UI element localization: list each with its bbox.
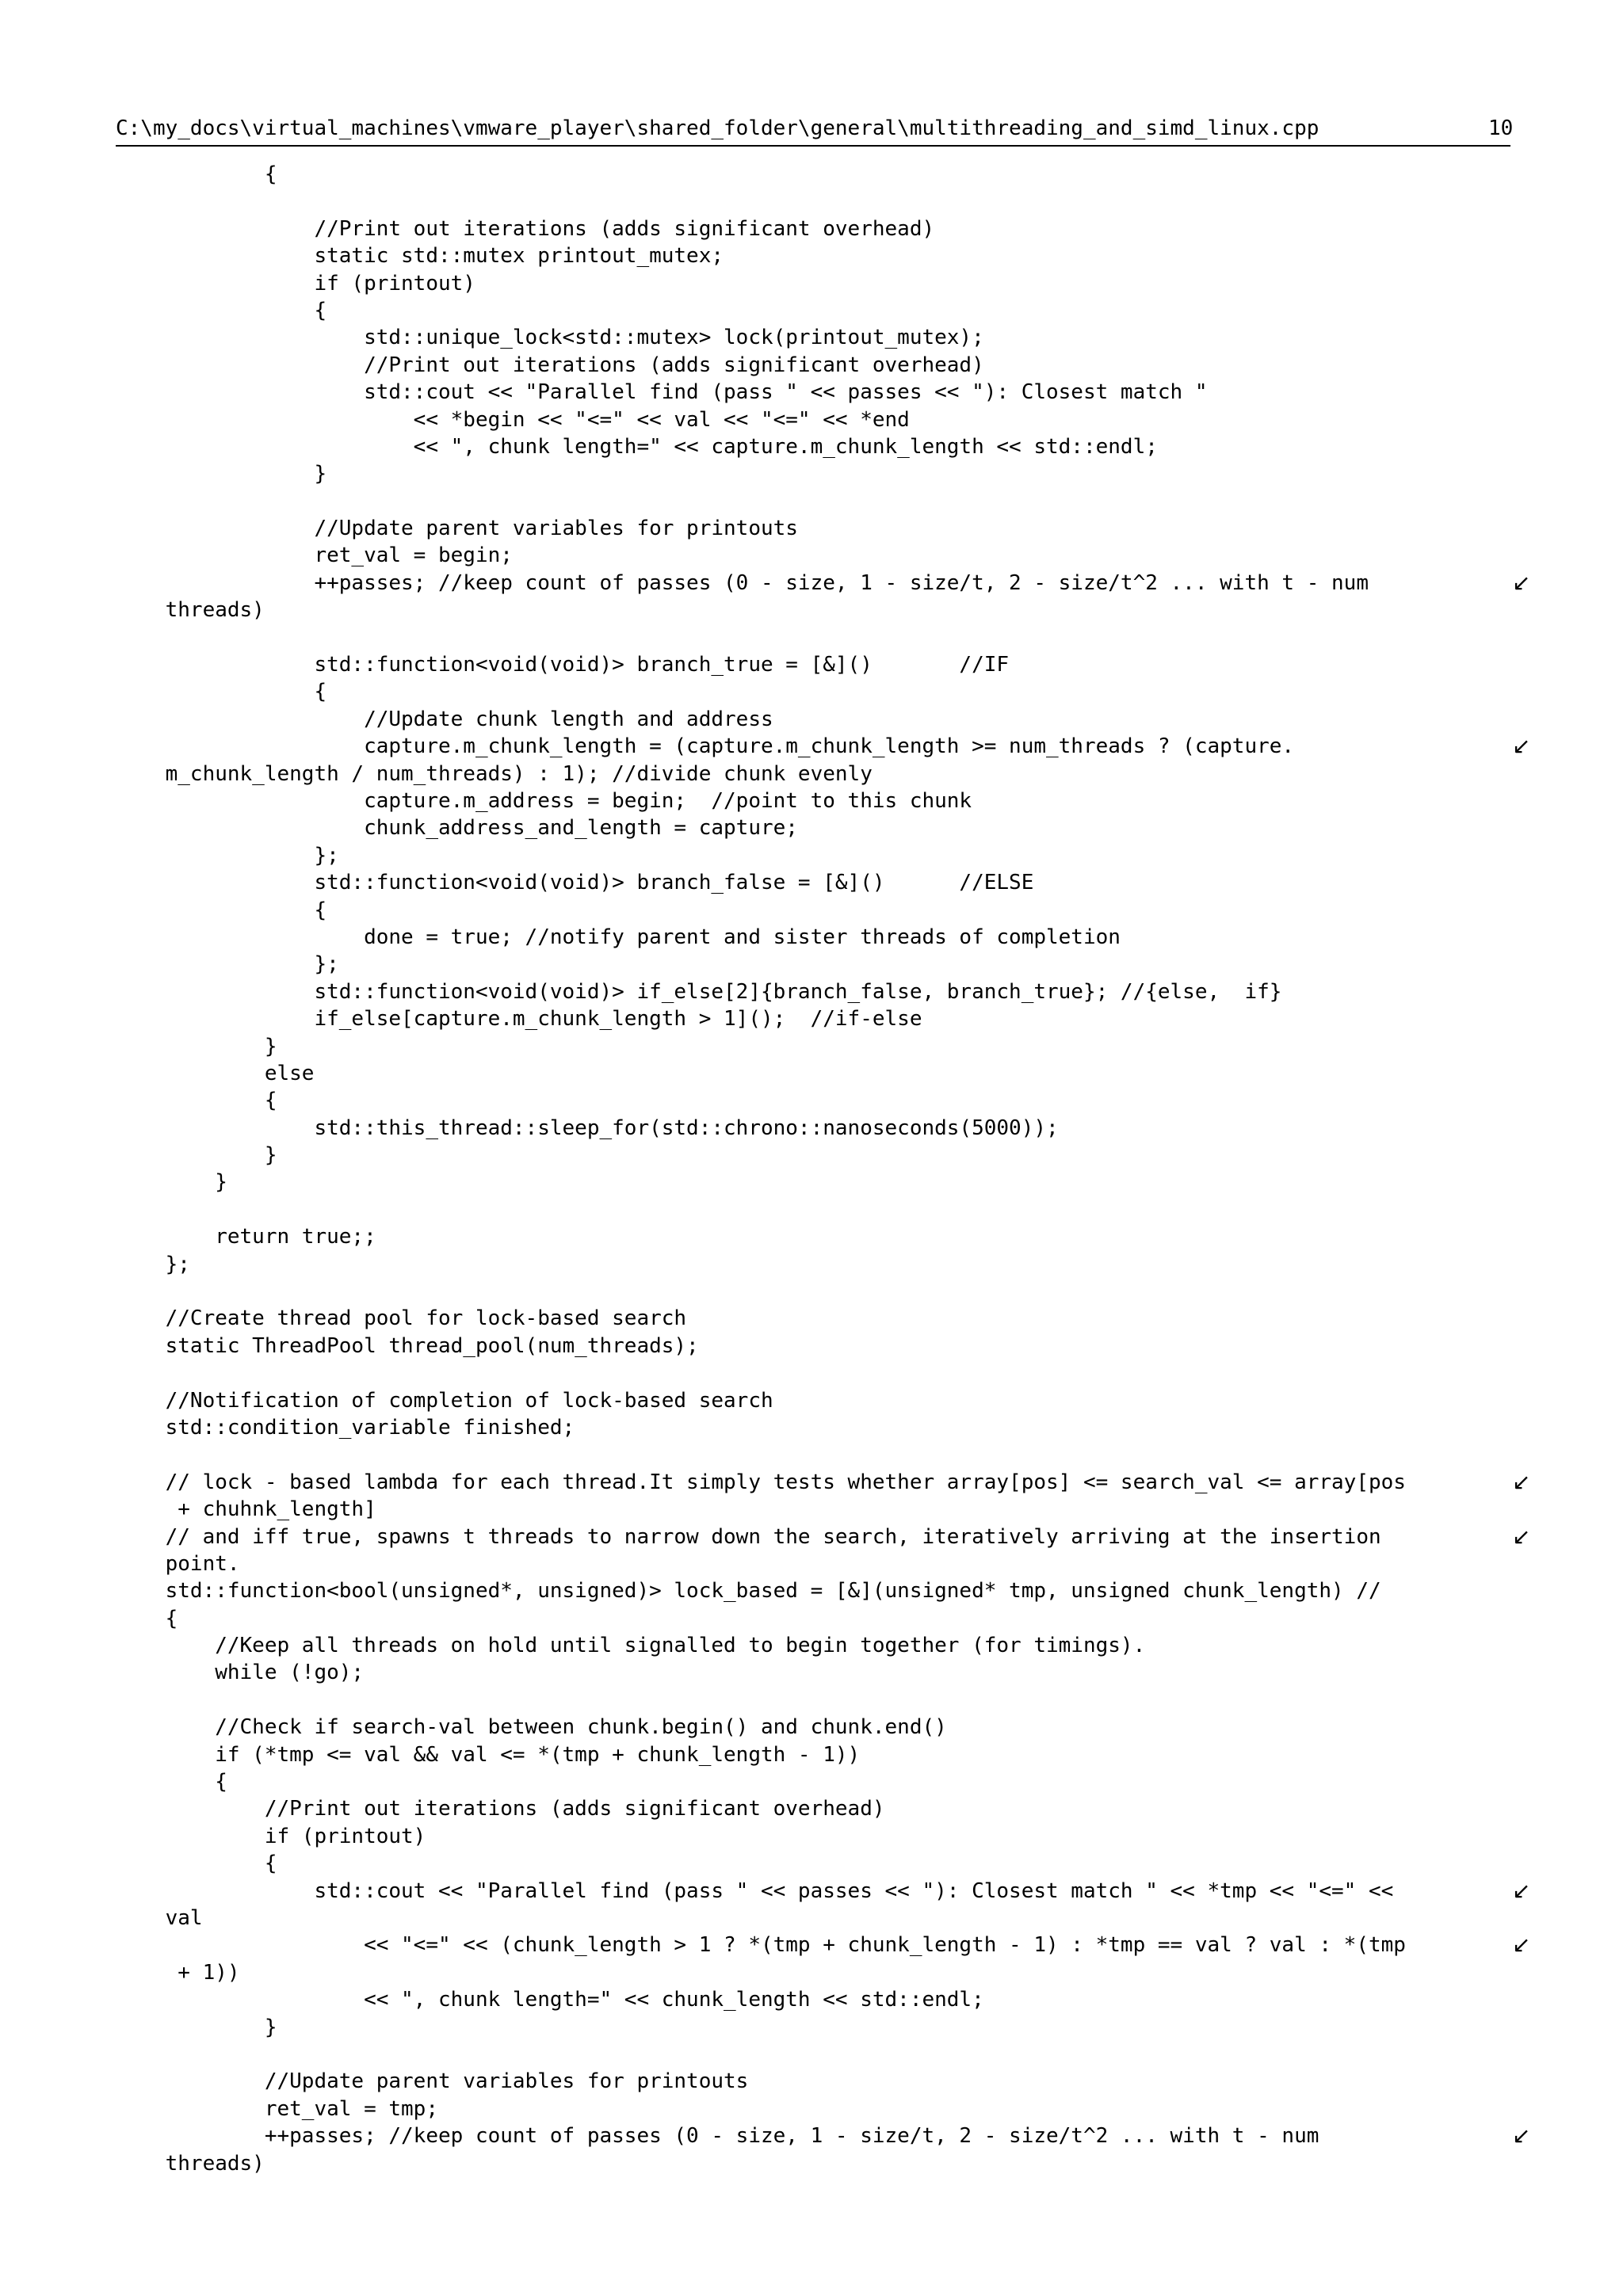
code-line [116, 788, 1510, 814]
code-line-text: << ", chunk length=" << capture.m_chunk_length << std::endl; [116, 434, 1158, 459]
code-line-text: { [116, 1606, 178, 1630]
code-line-text: point. [116, 1551, 240, 1576]
code-line [116, 897, 1510, 924]
code-line-text: } [116, 462, 327, 486]
file-path: C:\my_docs\virtual_machines\vmware_player\shared_folder\general\multithreading_and_simd_linux.cpp [116, 116, 1319, 140]
code-line [116, 324, 1510, 351]
code-line-text: //Print out iterations (adds significant overhead) [116, 216, 935, 241]
code-line [116, 1687, 1510, 1714]
code-line [116, 297, 1510, 324]
code-line-text: //Keep all threads on hold until signalled to begin together (for timings). [116, 1634, 1146, 1658]
code-line [116, 1659, 1510, 1686]
code-line-text: }; [116, 952, 339, 977]
code-line [116, 488, 1510, 515]
code-line [116, 1577, 1510, 1604]
code-line-text: std::cout << "Parallel find (pass " << passes << "): Closest match " [116, 380, 1208, 405]
code-line [116, 814, 1510, 841]
code-line [116, 2041, 1510, 2068]
code-line [116, 733, 1531, 760]
code-line [116, 1768, 1510, 1795]
code-line [116, 2068, 1510, 2095]
code-line [116, 1714, 1510, 1741]
code-line-text: //Check if search-val between chunk.begin() and chunk.end() [116, 1715, 947, 1740]
line-wrap-icon: ↙ [1512, 1877, 1531, 1904]
code-line [116, 842, 1510, 869]
code-line [116, 1414, 1510, 1441]
page-header [116, 113, 1510, 147]
line-wrap-icon: ↙ [1512, 1932, 1531, 1958]
code-line-text: }; [116, 843, 339, 868]
code-line [116, 242, 1510, 269]
code-line-text: if (*tmp <= val && val <= *(tmp + chunk_length - 1)) [116, 1742, 861, 1767]
code-line-text: //Update parent variables for printouts [116, 517, 798, 541]
code-line [116, 1632, 1510, 1659]
code-line [116, 978, 1510, 1005]
code-line [116, 761, 1510, 788]
code-line [116, 1142, 1510, 1169]
code-line [116, 433, 1510, 460]
code-line-text: } [116, 1143, 277, 1168]
code-line [116, 1223, 1510, 1250]
code-line-text: std::function<void(void)> branch_true = [&]() //IF [116, 653, 1010, 677]
code-line [116, 1441, 1510, 1468]
line-wrap-icon: ↙ [1512, 569, 1531, 596]
code-line [116, 1387, 1510, 1414]
code-line-text: //Update chunk length and address [116, 707, 773, 731]
code-line-text: val [116, 1906, 203, 1930]
code-line [116, 1196, 1510, 1223]
code-line-text: { [116, 162, 277, 186]
code-line [116, 624, 1510, 651]
code-line [116, 515, 1510, 542]
code-line-text: m_chunk_length / num_threads) : 1); //divide chunk evenly [116, 761, 873, 786]
code-line [116, 2014, 1510, 2041]
code-line [116, 1468, 1531, 1496]
code-line-text: static std::mutex printout_mutex; [116, 244, 724, 269]
line-wrap-icon: ↙ [1512, 1523, 1531, 1550]
code-line [116, 161, 1510, 188]
code-line-text: std::this_thread::sleep_for(std::chrono::nanoseconds(5000)); [116, 1116, 1059, 1140]
code-line [116, 1550, 1510, 1577]
code-line-text: // lock - based lambda for each thread.It simply tests whether array[pos] <= search_val <= array[pos [116, 1470, 1406, 1494]
code-line [116, 924, 1510, 951]
code-line [116, 1523, 1531, 1550]
code-line [116, 460, 1510, 487]
code-line-text: //Create thread pool for lock-based search [116, 1306, 687, 1331]
code-line-text: { [116, 1089, 277, 1113]
code-line [116, 597, 1510, 624]
code-line-text: std::function<bool(unsigned*, unsigned)> lock_based = [&](unsigned* tmp, unsigned chunk_length) // [116, 1579, 1381, 1604]
code-line-text: chunk_address_and_length = capture; [116, 816, 798, 841]
code-line-text: ret_val = begin; [116, 543, 513, 568]
code-line [116, 188, 1510, 215]
code-line [116, 2096, 1510, 2122]
code-line-text: //Print out iterations (adds significant overhead) [116, 1797, 885, 1821]
code-line-text: { [116, 298, 327, 322]
code-line-text: std::cout << "Parallel find (pass " << passes << "): Closest match " << *tmp << "<=" << [116, 1878, 1394, 1903]
code-line-text: std::condition_variable finished; [116, 1415, 575, 1440]
code-line-text: threads) [116, 2151, 265, 2176]
code-line [116, 1251, 1510, 1278]
page-number: 10 [1488, 116, 1514, 140]
code-line-text: << "<=" << (chunk_length > 1 ? *(tmp + chunk_length - 1) : *tmp == val ? val : *(tmp [116, 1933, 1406, 1958]
code-line [116, 1033, 1510, 1060]
code-line-text: ++passes; //keep count of passes (0 - size, 1 - size/t, 2 - size/t^2 ... with t - num [116, 570, 1369, 595]
code-line-text: std::function<void(void)> branch_false = [&]() //ELSE [116, 871, 1034, 895]
code-line [116, 1823, 1510, 1850]
code-line-text: capture.m_chunk_length = (capture.m_chunk_length >= num_threads ? (capture. [116, 734, 1295, 759]
code-line-text: << ", chunk length=" << chunk_length << std::endl; [116, 1988, 984, 2012]
code-line [116, 651, 1510, 678]
code-line-text: { [116, 898, 327, 922]
code-line-text: if (printout) [116, 271, 475, 296]
code-line [116, 1795, 1510, 1822]
code-line-text: + 1)) [116, 1960, 240, 1985]
line-wrap-icon: ↙ [1512, 733, 1531, 760]
code-line-text: while (!go); [116, 1661, 365, 1685]
code-listing [116, 161, 1531, 2177]
line-wrap-icon: ↙ [1512, 1468, 1531, 1495]
code-line-text: ret_val = tmp; [116, 2096, 438, 2121]
code-line [116, 1959, 1510, 1986]
code-line-text: + chuhnk_length] [116, 1497, 376, 1522]
code-line [116, 1169, 1510, 1196]
code-line-text: return true;; [116, 1225, 376, 1249]
code-line-text: } [116, 1034, 277, 1058]
code-line [116, 1278, 1510, 1305]
code-line-text: } [116, 2015, 277, 2039]
code-line-text: //Notification of completion of lock-based search [116, 1388, 773, 1413]
code-line [116, 1905, 1510, 1932]
code-line-text: { [116, 680, 327, 704]
code-line [116, 951, 1510, 978]
code-line-text: } [116, 1170, 227, 1195]
code-line [116, 1115, 1510, 1142]
code-line [116, 706, 1510, 733]
code-line-text: //Print out iterations (adds significant overhead) [116, 353, 984, 377]
code-line [116, 1360, 1510, 1386]
code-line [116, 542, 1510, 569]
code-line-text: ++passes; //keep count of passes (0 - size, 1 - size/t, 2 - size/t^2 ... with t - num [116, 2124, 1319, 2149]
code-line-text: << *begin << "<=" << val << "<=" << *end [116, 407, 910, 432]
code-line [116, 1060, 1510, 1087]
code-line-text: done = true; //notify parent and sister threads of completion [116, 925, 1121, 949]
line-wrap-icon: ↙ [1512, 2122, 1531, 2149]
code-line-text: std::function<void(void)> if_else[2]{branch_false, branch_true}; //{else, if} [116, 979, 1282, 1004]
code-line-text: else [116, 1061, 315, 1085]
code-line-text: //Update parent variables for printouts [116, 2069, 749, 2094]
code-line-text: threads) [116, 598, 265, 623]
code-line-text: { [116, 1770, 227, 1794]
code-line-text: { [116, 1852, 277, 1876]
code-line-text: static ThreadPool thread_pool(num_threads); [116, 1333, 699, 1358]
code-line [116, 406, 1510, 433]
code-line [116, 270, 1510, 297]
code-line [116, 2122, 1531, 2149]
code-line [116, 379, 1510, 406]
code-line [116, 215, 1510, 242]
code-line [116, 1986, 1510, 2013]
code-line [116, 1850, 1510, 1877]
code-line [116, 352, 1510, 379]
code-line-text: std::unique_lock<std::mutex> lock(printout_mutex); [116, 326, 984, 350]
code-line [116, 1741, 1510, 1768]
code-line [116, 1333, 1510, 1360]
code-line [116, 1877, 1531, 1905]
code-line [116, 1005, 1510, 1032]
code-line-text: }; [116, 1252, 190, 1276]
code-line-text: capture.m_address = begin; //point to this chunk [116, 788, 972, 813]
code-line [116, 569, 1531, 597]
code-line-text: if_else[capture.m_chunk_length > 1](); //if-else [116, 1007, 922, 1032]
code-line [116, 1932, 1531, 1958]
code-line [116, 1496, 1510, 1523]
code-line [116, 1605, 1510, 1632]
code-line [116, 2150, 1510, 2177]
code-line [116, 1305, 1510, 1332]
code-line-text: // and iff true, spawns t threads to narrow down the search, iteratively arriving at the insertion [116, 1524, 1381, 1549]
code-line-text: if (printout) [116, 1824, 426, 1848]
code-line [116, 678, 1510, 705]
code-line [116, 869, 1510, 896]
code-line [116, 1087, 1510, 1114]
